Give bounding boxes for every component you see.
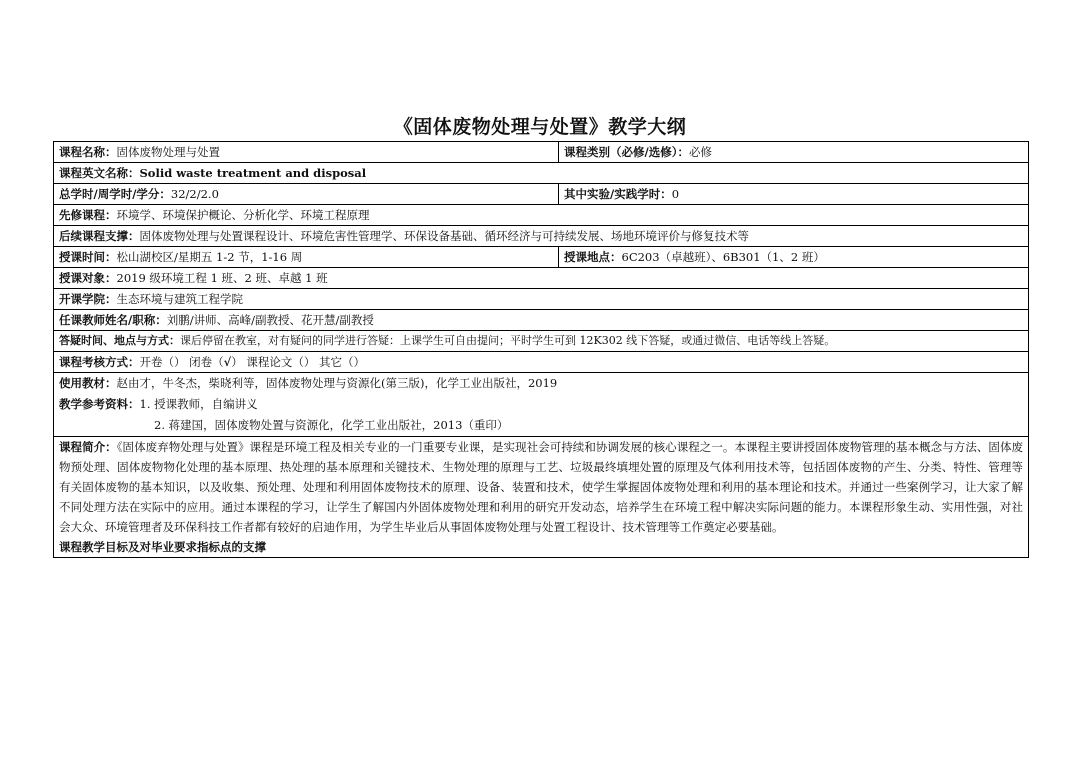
hours-value: 32/2/2.0 xyxy=(170,187,219,201)
textbook-line xyxy=(59,373,1023,394)
row-course-name xyxy=(54,142,1029,163)
references-line-2 xyxy=(59,415,1023,436)
cell-intro xyxy=(54,437,1029,558)
references-item-1: 1. 授课教师，自编讲义 xyxy=(139,397,258,411)
cell-lab-hours xyxy=(559,184,1029,205)
cell-english-name xyxy=(54,163,1029,184)
row-qa xyxy=(54,331,1029,352)
assessment-other: 其它（） xyxy=(319,355,366,369)
references-item-2: 2. 蒋建国，固体废物处置与资源化，化学工业出版社，2013（重印） xyxy=(154,418,509,432)
row-english-name xyxy=(54,163,1029,184)
row-followup xyxy=(54,226,1029,247)
cell-qa xyxy=(54,331,1029,352)
row-assessment xyxy=(54,352,1029,373)
location-label: 授课地点： xyxy=(564,250,622,264)
lab-hours-value: 0 xyxy=(671,187,680,201)
course-category-value: 必修 xyxy=(688,145,712,159)
intro-text: 《固体废弃物处理与处置》课程是环境工程及相关专业的一门重要专业课，是实现社会可持续和协调发展的核心课程之一。本课程主要讲授固体废物管理的基本概念与方法、固体废物预处理、固体废物物化处理的基本原理、热处理的基本原理和关键技术、生物处理的原理与工艺、垃圾最终填埋处置的原理及气体利用技术等，包括固体废物的产生、分类、特性、管理等有关固体废物的基本知识，以及收集、预处理、处理和利用固体废物技术的原理、设备、装置和技术，使学生掌握固体废物处理和利用的基本理论和技术。并通过一些案例学习，让大家了解不同处理方法在实际中的应用。通过本课程的学习，让学生了解国内外固体废物处理和利用的研究开发动态，培养学生在环境工程中解决实际问题的能力。本课程形象生动、实用性强，对社会大众、环境管理者及环保科技工作者都有较好的启迪作用，为学生毕业后从事固体废物处理与处置工程设计、技术管理等工作奠定必要基础。 xyxy=(59,440,1023,534)
cell-college xyxy=(54,289,1029,310)
cell-course-name xyxy=(54,142,559,163)
document-title: 《固体废物处理与处置》教学大纲 xyxy=(393,116,687,138)
time-label: 授课时间： xyxy=(59,250,117,264)
row-audience xyxy=(54,268,1029,289)
row-intro xyxy=(54,437,1029,558)
cell-teachers xyxy=(54,310,1029,331)
references-line xyxy=(59,394,1023,415)
row-materials xyxy=(54,373,1029,437)
time-value: 松山湖校区/星期五 1-2 节，1-16 周 xyxy=(116,250,303,264)
lab-hours-label: 其中实验/实践学时： xyxy=(564,187,672,201)
assessment-open-book: 开卷（） xyxy=(139,355,186,369)
followup-label: 后续课程支撑： xyxy=(59,229,140,243)
cell-assessment xyxy=(54,352,1029,373)
audience-value: 2019 级环境工程 1 班、2 班、卓越 1 班 xyxy=(116,271,328,285)
cell-materials xyxy=(54,373,1029,437)
syllabus-table xyxy=(53,141,1029,558)
followup-value: 固体废物处理与处置课程设计、环境危害性管理学、环保设备基础、循环经济与可持续发展、场地环境评价与修复技术等 xyxy=(139,229,749,243)
objectives-heading: 课程教学目标及对毕业要求指标点的支撑 xyxy=(59,540,266,554)
course-name-value: 固体废物处理与处置 xyxy=(116,145,220,159)
checkmark-icon: √ xyxy=(223,355,232,369)
qa-label: 答疑时间、地点与方式： xyxy=(59,334,180,347)
textbook-value: 赵由才，牛冬杰，柴晓利等，固体废物处理与资源化(第三版)，化学工业出版社，2019 xyxy=(116,376,558,390)
location-value: 6C203（卓越班）、6B301（1、2 班） xyxy=(621,250,825,264)
assessment-label: 课程考核方式： xyxy=(59,355,140,369)
teachers-label: 任课教师姓名/职称： xyxy=(59,313,167,327)
qa-value: 课后停留在教室，对有疑问的同学进行答疑：上课学生可自由提问；平时学生可到 12K302 线下答疑，或通过微信、电话等线上答疑。 xyxy=(180,334,836,347)
assessment-closed-book-post: ） xyxy=(231,355,243,369)
row-hours xyxy=(54,184,1029,205)
row-college xyxy=(54,289,1029,310)
teachers-value: 刘鹏/讲师、高峰/副教授、花开慧/副教授 xyxy=(166,313,374,327)
cell-followup xyxy=(54,226,1029,247)
textbook-label: 使用教材： xyxy=(59,376,117,390)
references-label: 教学参考资料： xyxy=(59,397,140,411)
row-prerequisites xyxy=(54,205,1029,226)
cell-course-category xyxy=(559,142,1029,163)
college-label: 开课学院： xyxy=(59,292,117,306)
row-teachers xyxy=(54,310,1029,331)
english-name-value: Solid waste treatment and disposal xyxy=(139,166,367,180)
row-time-location xyxy=(54,247,1029,268)
assessment-closed-book-pre: 闭卷（ xyxy=(189,355,224,369)
cell-time xyxy=(54,247,559,268)
cell-prerequisites xyxy=(54,205,1029,226)
intro-label: 课程简介： xyxy=(59,440,117,454)
course-category-label: 课程类别（必修/选修）： xyxy=(564,145,689,159)
prerequisites-value: 环境学、环境保护概论、分析化学、环境工程原理 xyxy=(116,208,370,222)
english-name-label: 课程英文名称： xyxy=(59,166,140,180)
audience-label: 授课对象： xyxy=(59,271,117,285)
college-value: 生态环境与建筑工程学院 xyxy=(116,292,243,306)
cell-location xyxy=(559,247,1029,268)
cell-audience xyxy=(54,268,1029,289)
hours-label: 总学时/周学时/学分： xyxy=(59,187,171,201)
assessment-paper: 课程论文（） xyxy=(246,355,316,369)
cell-hours xyxy=(54,184,559,205)
prerequisites-label: 先修课程： xyxy=(59,208,117,222)
course-name-label: 课程名称： xyxy=(59,145,117,159)
